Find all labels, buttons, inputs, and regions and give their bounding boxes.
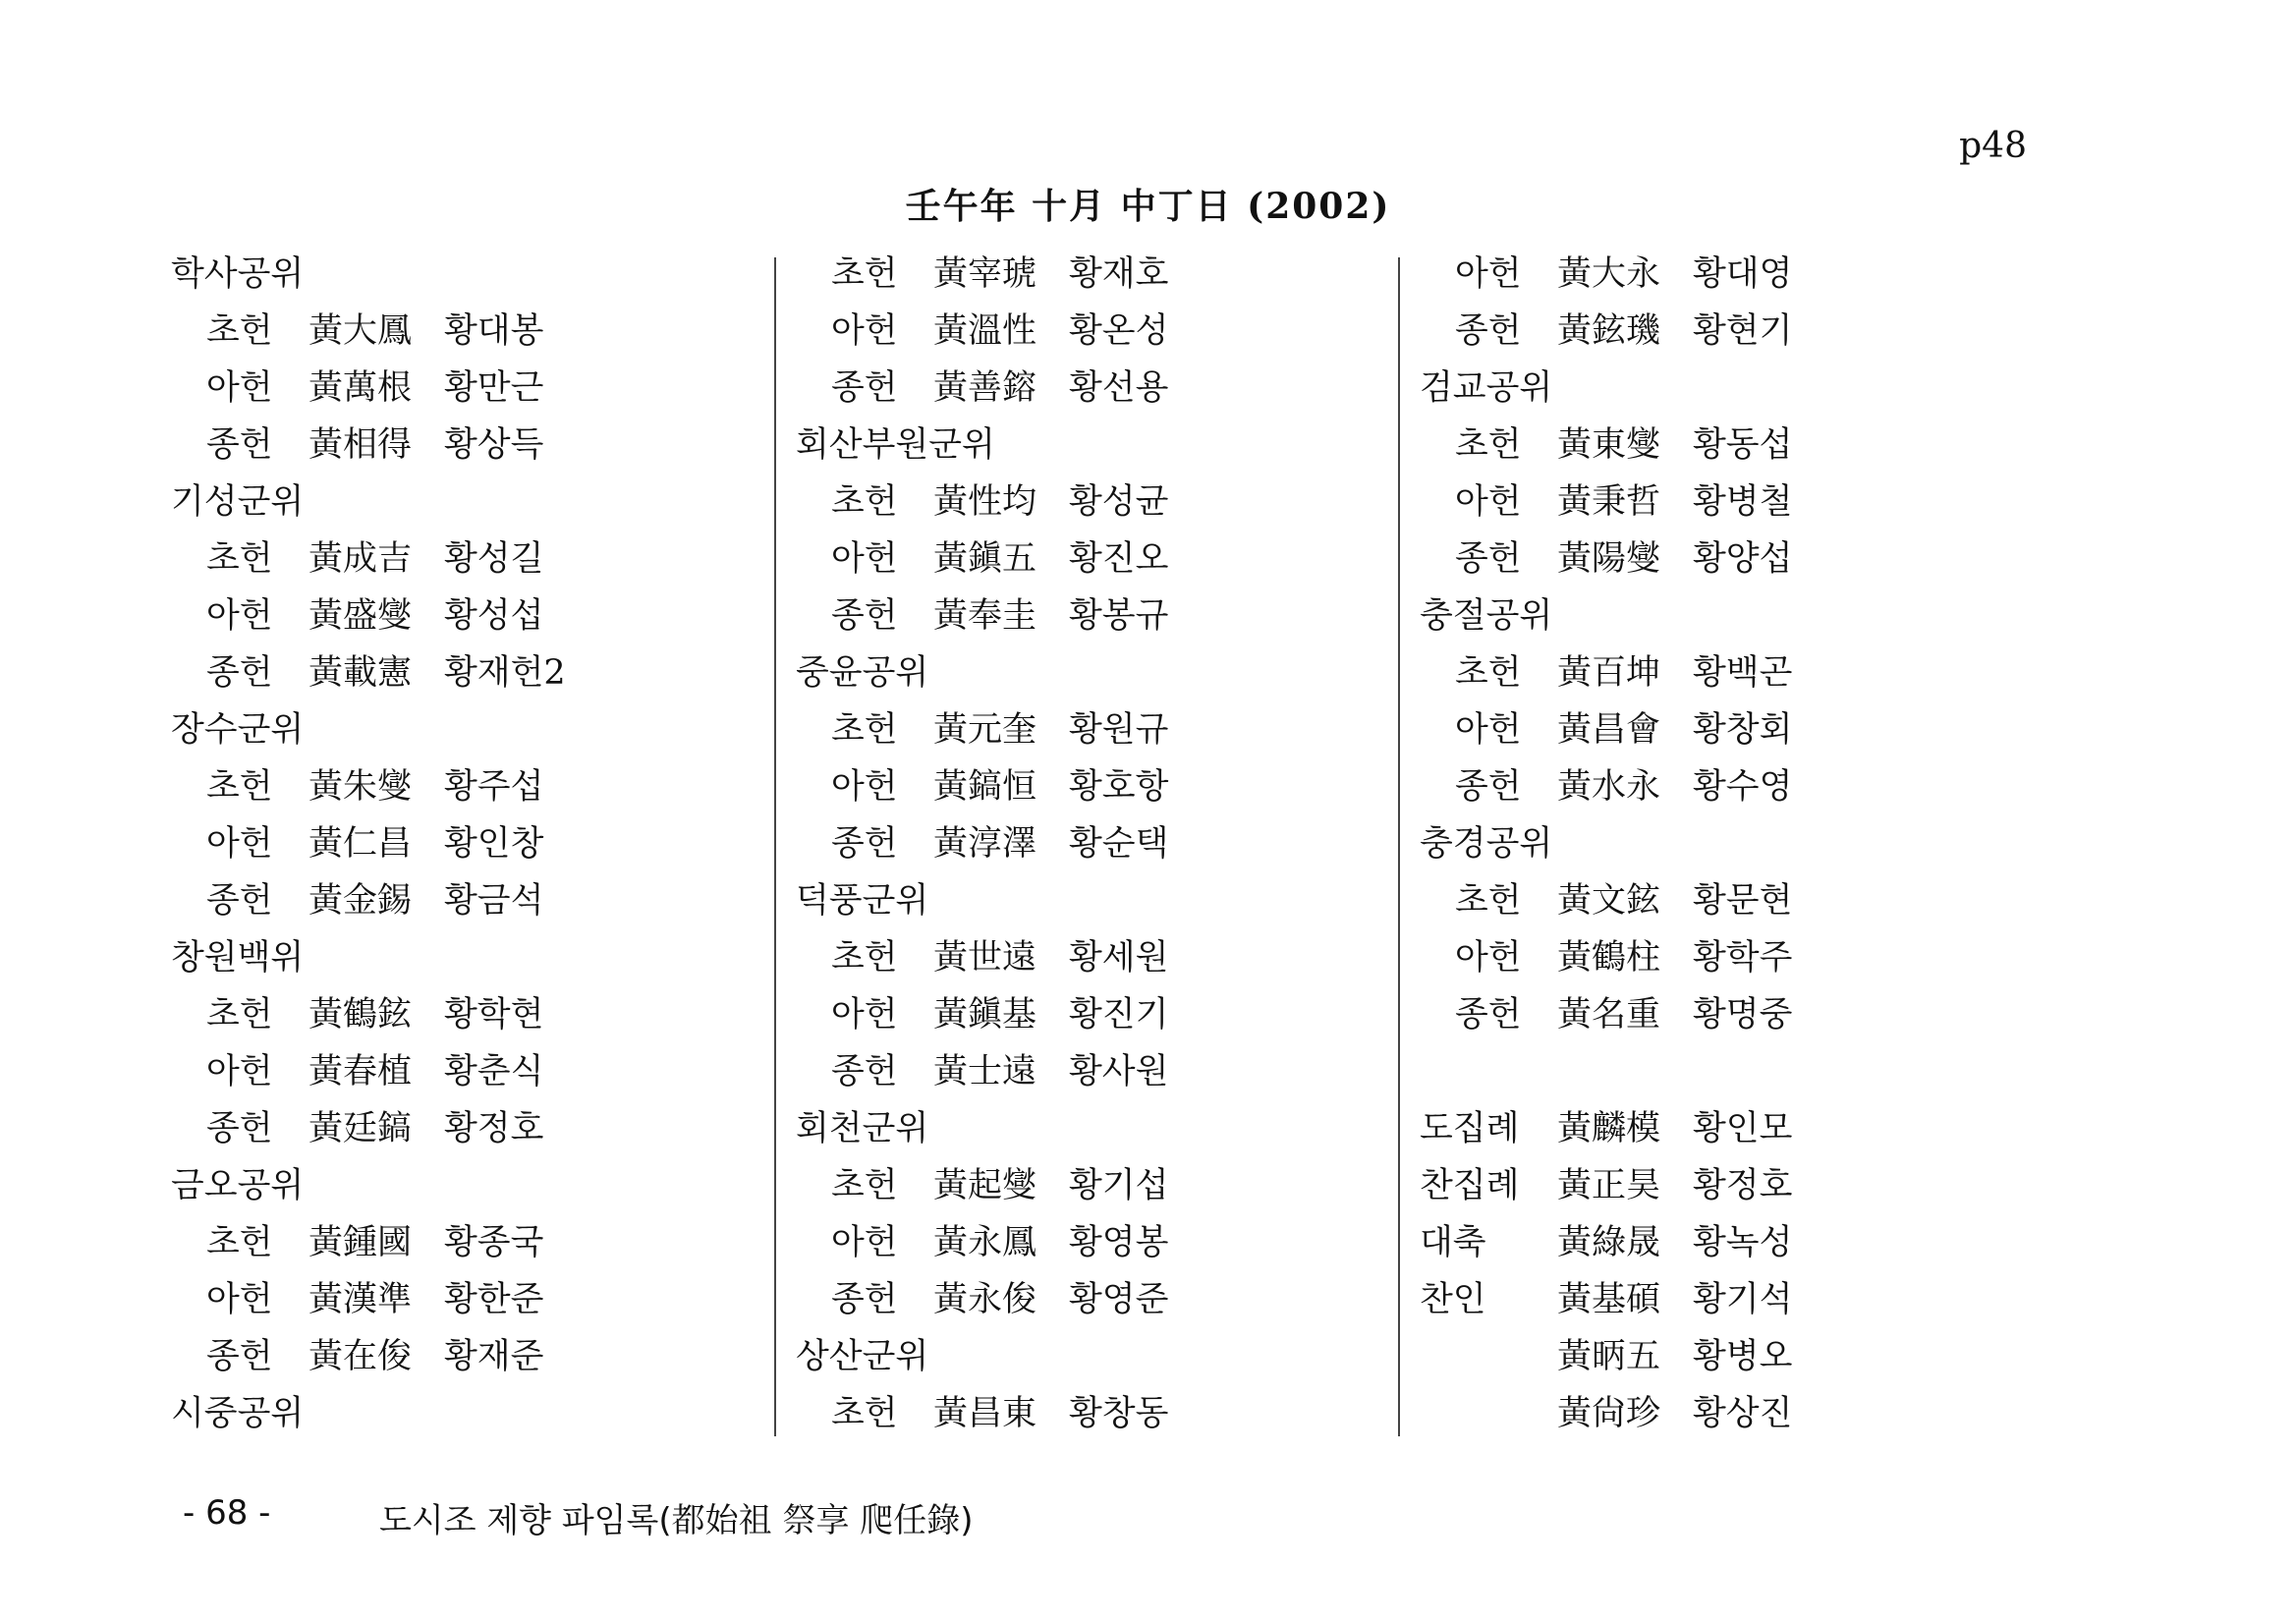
page-title: 壬午年 十月 中丁日 (2002) xyxy=(905,186,1391,227)
name-hanja: 黃起燮 xyxy=(933,1166,1037,1205)
name-korean: 황창회 xyxy=(1693,710,1793,750)
name-korean: 황기석 xyxy=(1693,1280,1793,1319)
name-hanja: 黃廷鎬 xyxy=(308,1109,413,1148)
rite-entry xyxy=(796,1271,1395,1328)
rite-entry xyxy=(796,303,1395,360)
name-hanja: 黃鎭五 xyxy=(933,539,1037,579)
rite-role: 초헌 xyxy=(831,1394,898,1433)
rite-role: 아헌 xyxy=(1455,254,1522,294)
rite-role: 아헌 xyxy=(831,995,898,1035)
name-korean: 황대봉 xyxy=(444,311,544,351)
rite-role: 아헌 xyxy=(1455,482,1522,522)
section-heading-text: 검교공위 xyxy=(1420,368,1553,408)
section-heading xyxy=(171,701,770,758)
name-hanja: 黃百坤 xyxy=(1557,653,1661,693)
section-heading xyxy=(796,417,1395,474)
office-entry xyxy=(1420,1328,2019,1385)
rite-entry xyxy=(1420,474,2019,531)
name-korean: 황백곤 xyxy=(1693,653,1793,693)
rite-role: 초헌 xyxy=(1455,653,1522,693)
name-korean: 황병오 xyxy=(1693,1337,1793,1376)
name-korean: 황순택 xyxy=(1069,824,1169,864)
name-korean: 황녹성 xyxy=(1693,1223,1793,1262)
section-heading-text: 회천군위 xyxy=(796,1109,929,1148)
section-heading-text: 회산부원군위 xyxy=(796,425,995,465)
name-korean: 황인모 xyxy=(1693,1109,1793,1148)
rite-role: 종헌 xyxy=(206,881,273,921)
rite-entry xyxy=(796,815,1395,872)
office-title: 도집례 xyxy=(1420,1109,1520,1148)
name-hanja: 黃鶴鉉 xyxy=(308,995,413,1035)
name-korean: 황수영 xyxy=(1693,767,1793,807)
name-korean: 황창동 xyxy=(1069,1394,1169,1433)
name-hanja: 黃溫性 xyxy=(933,311,1037,351)
section-heading xyxy=(171,474,770,531)
rite-entry xyxy=(796,758,1395,815)
rite-role: 종헌 xyxy=(206,653,273,693)
rite-role: 초헌 xyxy=(831,1166,898,1205)
office-title: 찬집례 xyxy=(1420,1166,1520,1205)
rite-entry xyxy=(171,644,770,701)
name-korean: 황대영 xyxy=(1693,254,1793,294)
rite-role: 아헌 xyxy=(206,1280,273,1319)
rite-entry xyxy=(171,1214,770,1271)
rite-entry xyxy=(171,1328,770,1385)
name-korean: 황한준 xyxy=(444,1280,544,1319)
rite-entry xyxy=(1420,246,2019,303)
name-hanja: 黃春植 xyxy=(308,1052,413,1091)
rite-entry xyxy=(796,474,1395,531)
name-korean: 황만근 xyxy=(444,368,544,408)
name-hanja: 黃基碩 xyxy=(1557,1280,1661,1319)
name-korean: 황영준 xyxy=(1069,1280,1169,1319)
name-korean: 황문현 xyxy=(1693,881,1793,921)
office-entry xyxy=(1420,1385,2019,1442)
rite-role: 종헌 xyxy=(1455,767,1522,807)
name-korean: 황성길 xyxy=(444,539,544,579)
rite-role: 종헌 xyxy=(1455,311,1522,351)
name-hanja: 黃綠晟 xyxy=(1557,1223,1661,1262)
name-hanja: 黃名重 xyxy=(1557,995,1661,1035)
rite-role: 종헌 xyxy=(831,824,898,864)
name-hanja: 黃鎭基 xyxy=(933,995,1037,1035)
name-korean: 황학현 xyxy=(444,995,544,1035)
rite-entry xyxy=(1420,872,2019,929)
rite-entry xyxy=(171,1043,770,1100)
section-heading xyxy=(1420,587,2019,644)
rite-entry xyxy=(171,815,770,872)
name-korean: 황봉규 xyxy=(1069,596,1169,636)
rite-entry xyxy=(171,417,770,474)
rite-entry xyxy=(796,701,1395,758)
column-3 xyxy=(1420,246,2019,1442)
rite-entry xyxy=(171,531,770,587)
rite-role: 종헌 xyxy=(831,368,898,408)
name-hanja: 黃東燮 xyxy=(1557,425,1661,465)
name-hanja: 黃相得 xyxy=(308,425,413,465)
section-heading xyxy=(171,929,770,986)
rite-entry xyxy=(171,872,770,929)
name-korean: 황진오 xyxy=(1069,539,1169,579)
name-hanja: 黃成吉 xyxy=(308,539,413,579)
name-hanja: 黃世遠 xyxy=(933,938,1037,978)
name-hanja: 黃正昊 xyxy=(1557,1166,1661,1205)
office-entry xyxy=(1420,1214,2019,1271)
name-korean: 황춘식 xyxy=(444,1052,544,1091)
rite-role: 종헌 xyxy=(206,1337,273,1376)
section-heading xyxy=(796,872,1395,929)
name-korean: 황정호 xyxy=(444,1109,544,1148)
rite-role: 초헌 xyxy=(831,938,898,978)
section-heading xyxy=(1420,815,2019,872)
name-hanja: 黃漢準 xyxy=(308,1280,413,1319)
office-title: 찬인 xyxy=(1420,1280,1486,1319)
rite-role: 초헌 xyxy=(206,995,273,1035)
rite-role: 종헌 xyxy=(831,1280,898,1319)
rite-role: 초헌 xyxy=(831,710,898,750)
name-korean: 황재준 xyxy=(444,1337,544,1376)
footer-book-title: 도시조 제향 파임록(都始祖 祭享 爬任錄) xyxy=(379,1501,974,1540)
name-korean: 황진기 xyxy=(1069,995,1169,1035)
rite-role: 종헌 xyxy=(1455,995,1522,1035)
name-korean: 황정호 xyxy=(1693,1166,1793,1205)
rite-role: 초헌 xyxy=(206,767,273,807)
name-hanja: 黃永鳳 xyxy=(933,1223,1037,1262)
section-heading-text: 장수군위 xyxy=(171,710,305,750)
name-hanja: 黃昌東 xyxy=(933,1394,1037,1433)
rite-entry xyxy=(796,1043,1395,1100)
name-hanja: 黃永俊 xyxy=(933,1280,1037,1319)
rite-entry xyxy=(1420,701,2019,758)
rite-role: 아헌 xyxy=(831,1223,898,1262)
name-korean: 황기섭 xyxy=(1069,1166,1169,1205)
name-hanja: 黃仁昌 xyxy=(308,824,413,864)
name-hanja: 黃尙珍 xyxy=(1557,1394,1661,1433)
rite-role: 종헌 xyxy=(831,596,898,636)
name-hanja: 黃元奎 xyxy=(933,710,1037,750)
rite-role: 아헌 xyxy=(1455,938,1522,978)
rite-role: 종헌 xyxy=(206,425,273,465)
rite-role: 아헌 xyxy=(831,539,898,579)
rite-role: 초헌 xyxy=(206,311,273,351)
section-heading-text: 충경공위 xyxy=(1420,824,1553,864)
rite-entry xyxy=(171,303,770,360)
rite-role: 아헌 xyxy=(831,767,898,807)
name-korean: 황학주 xyxy=(1693,938,1793,978)
section-heading-text: 충절공위 xyxy=(1420,596,1553,636)
rite-entry xyxy=(796,986,1395,1043)
rite-role: 초헌 xyxy=(1455,425,1522,465)
rite-entry xyxy=(1420,644,2019,701)
rite-entry xyxy=(796,1385,1395,1442)
section-heading-text: 시중공위 xyxy=(171,1394,305,1433)
name-hanja: 黃萬根 xyxy=(308,368,413,408)
section-heading-text: 창원백위 xyxy=(171,938,305,978)
rite-entry xyxy=(796,587,1395,644)
rite-role: 종헌 xyxy=(1455,539,1522,579)
name-hanja: 黃宰琥 xyxy=(933,254,1037,294)
name-hanja: 黃載憲 xyxy=(308,653,413,693)
section-heading-text: 덕풍군위 xyxy=(796,881,929,921)
name-hanja: 黃水永 xyxy=(1557,767,1661,807)
name-korean: 황명중 xyxy=(1693,995,1793,1035)
rite-entry xyxy=(171,758,770,815)
rite-entry xyxy=(1420,929,2019,986)
name-hanja: 黃善鎔 xyxy=(933,368,1037,408)
name-hanja: 黃盛燮 xyxy=(308,596,413,636)
rite-role: 초헌 xyxy=(831,254,898,294)
office-entry xyxy=(1420,1157,2019,1214)
name-korean: 황성균 xyxy=(1069,482,1169,522)
rite-entry xyxy=(171,1271,770,1328)
name-korean: 황주섭 xyxy=(444,767,544,807)
rite-role: 종헌 xyxy=(831,1052,898,1091)
name-korean: 황양섭 xyxy=(1693,539,1793,579)
name-korean: 황동섭 xyxy=(1693,425,1793,465)
column-divider xyxy=(1398,257,1400,1436)
name-korean: 황병철 xyxy=(1693,482,1793,522)
blank-line xyxy=(1420,1043,2019,1100)
section-heading-text: 금오공위 xyxy=(171,1166,305,1205)
name-korean: 황세원 xyxy=(1069,938,1169,978)
name-hanja: 黃金錫 xyxy=(308,881,413,921)
rite-entry xyxy=(1420,417,2019,474)
rite-entry xyxy=(1420,758,2019,815)
name-korean: 황성섭 xyxy=(444,596,544,636)
column-1 xyxy=(171,246,770,1442)
name-korean: 황금석 xyxy=(444,881,544,921)
rite-role: 아헌 xyxy=(831,311,898,351)
rite-role: 종헌 xyxy=(206,1109,273,1148)
rite-entry xyxy=(796,360,1395,417)
name-korean: 황온성 xyxy=(1069,311,1169,351)
rite-role: 아헌 xyxy=(206,596,273,636)
section-heading xyxy=(171,1157,770,1214)
name-hanja: 黃鎬恒 xyxy=(933,767,1037,807)
name-korean: 황현기 xyxy=(1693,311,1793,351)
section-heading xyxy=(796,644,1395,701)
name-hanja: 黃士遠 xyxy=(933,1052,1037,1091)
column-divider xyxy=(774,257,776,1436)
page-label: p48 xyxy=(1959,126,2027,166)
rite-entry xyxy=(171,587,770,644)
name-hanja: 黃奉圭 xyxy=(933,596,1037,636)
office-title: 대축 xyxy=(1420,1223,1486,1262)
section-heading xyxy=(171,246,770,303)
name-hanja: 黃鉉璣 xyxy=(1557,311,1661,351)
rite-role: 아헌 xyxy=(206,1052,273,1091)
rite-role: 초헌 xyxy=(831,482,898,522)
name-korean: 황원규 xyxy=(1069,710,1169,750)
name-hanja: 黃麟模 xyxy=(1557,1109,1661,1148)
office-entry xyxy=(1420,1100,2019,1157)
name-korean: 황사원 xyxy=(1069,1052,1169,1091)
name-hanja: 黃鍾國 xyxy=(308,1223,413,1262)
name-hanja: 黃朱燮 xyxy=(308,767,413,807)
section-heading-text: 기성군위 xyxy=(171,482,305,522)
name-korean: 황재헌2 xyxy=(444,653,566,693)
name-korean: 황인창 xyxy=(444,824,544,864)
name-hanja: 黃昞五 xyxy=(1557,1337,1661,1376)
name-hanja: 黃昌會 xyxy=(1557,710,1661,750)
rite-entry xyxy=(1420,986,2019,1043)
rite-role: 아헌 xyxy=(206,368,273,408)
rite-entry xyxy=(171,986,770,1043)
section-heading-text: 상산군위 xyxy=(796,1337,929,1376)
name-hanja: 黃陽燮 xyxy=(1557,539,1661,579)
rite-role: 아헌 xyxy=(1455,710,1522,750)
name-hanja: 黃大鳳 xyxy=(308,311,413,351)
office-entry xyxy=(1420,1271,2019,1328)
footer-page-number: - 68 - xyxy=(183,1493,271,1533)
rite-entry xyxy=(796,246,1395,303)
rite-role: 아헌 xyxy=(206,824,273,864)
column-2 xyxy=(796,246,1395,1442)
name-hanja: 黃秉哲 xyxy=(1557,482,1661,522)
rite-role: 초헌 xyxy=(206,539,273,579)
rite-entry xyxy=(171,360,770,417)
rite-entry xyxy=(796,929,1395,986)
name-korean: 황상진 xyxy=(1693,1394,1793,1433)
rite-entry xyxy=(796,1157,1395,1214)
rite-entry xyxy=(171,1100,770,1157)
name-korean: 황호항 xyxy=(1069,767,1169,807)
rite-entry xyxy=(1420,303,2019,360)
section-heading xyxy=(796,1100,1395,1157)
section-heading-text: 중윤공위 xyxy=(796,653,929,693)
name-korean: 황재호 xyxy=(1069,254,1169,294)
name-korean: 황선용 xyxy=(1069,368,1169,408)
name-hanja: 黃性均 xyxy=(933,482,1037,522)
rite-role: 초헌 xyxy=(206,1223,273,1262)
name-hanja: 黃鶴柱 xyxy=(1557,938,1661,978)
section-heading xyxy=(796,1328,1395,1385)
section-heading xyxy=(171,1385,770,1442)
name-korean: 황상득 xyxy=(444,425,544,465)
name-hanja: 黃在俊 xyxy=(308,1337,413,1376)
name-hanja: 黃大永 xyxy=(1557,254,1661,294)
name-hanja: 黃淳澤 xyxy=(933,824,1037,864)
section-heading xyxy=(1420,360,2019,417)
rite-entry xyxy=(796,1214,1395,1271)
rite-entry xyxy=(1420,531,2019,587)
name-korean: 황종국 xyxy=(444,1223,544,1262)
name-korean: 황영봉 xyxy=(1069,1223,1169,1262)
section-heading-text: 학사공위 xyxy=(171,254,305,294)
name-hanja: 黃文鉉 xyxy=(1557,881,1661,921)
rite-entry xyxy=(796,531,1395,587)
rite-role: 초헌 xyxy=(1455,881,1522,921)
